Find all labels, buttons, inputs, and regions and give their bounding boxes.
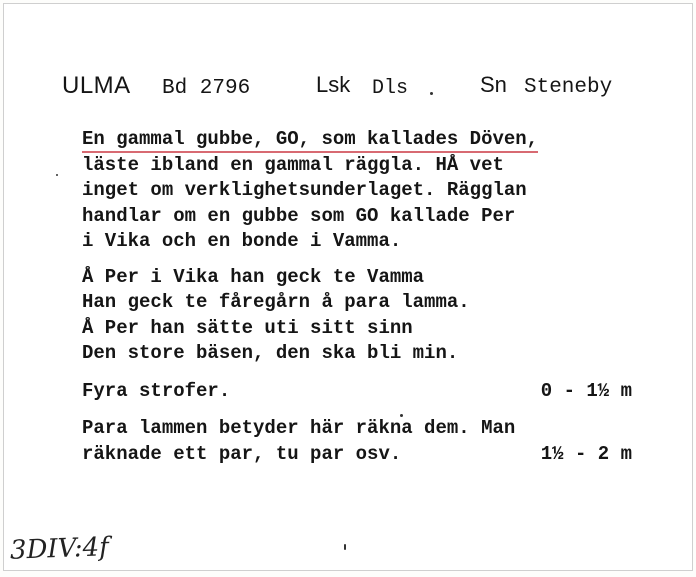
text-line: handlar om en gubbe som GO kallade Per xyxy=(82,204,516,227)
strofer-measure: 0 - 1½ m xyxy=(540,379,632,402)
text-line: Para lammen betyder här räkna dem. Man xyxy=(82,417,516,439)
archive-card xyxy=(3,3,693,571)
verse-line: Å Per han sätte uti sitt sinn xyxy=(82,316,413,339)
text-line: räknade ett par, tu par osv. xyxy=(82,442,402,465)
parish-label: Sn xyxy=(480,72,507,97)
ink-speck xyxy=(400,414,403,417)
ink-speck xyxy=(430,92,433,95)
card-header xyxy=(62,72,632,106)
measure-row xyxy=(82,442,634,468)
underlined-line: En gammal gubbe, GO, som kallades Döven, xyxy=(82,127,538,153)
province-value: Dls xyxy=(372,77,409,100)
parish-value: Steneby xyxy=(524,76,613,99)
archive-name: ULMA xyxy=(62,72,131,99)
province-label: Lsk xyxy=(316,72,351,97)
verse-line: Å Per i Vika han geck te Vamma xyxy=(82,265,425,288)
strofer-row xyxy=(82,379,634,405)
ink-speck xyxy=(56,174,58,176)
text-line: läste ibland en gammal räggla. HÅ vet xyxy=(82,153,504,176)
card-body xyxy=(82,127,648,467)
text-line xyxy=(82,127,648,153)
text-line: inget om verklighetsunderlaget. Rägglan xyxy=(82,179,527,201)
measure-value: 1½ - 2 m xyxy=(540,442,632,465)
ink-speck xyxy=(344,544,346,550)
verse-line: Den store bäsen, den ska bli min. xyxy=(82,342,459,364)
text-line: i Vika och en bonde i Vamma. xyxy=(82,230,402,252)
handwritten-note: 3DIV:4f xyxy=(9,532,110,566)
verse-line: Han geck te fåregårn å para lamma. xyxy=(82,291,470,313)
reference-number: Bd 2796 xyxy=(162,77,251,100)
strofer-text: Fyra strofer. xyxy=(82,379,231,402)
